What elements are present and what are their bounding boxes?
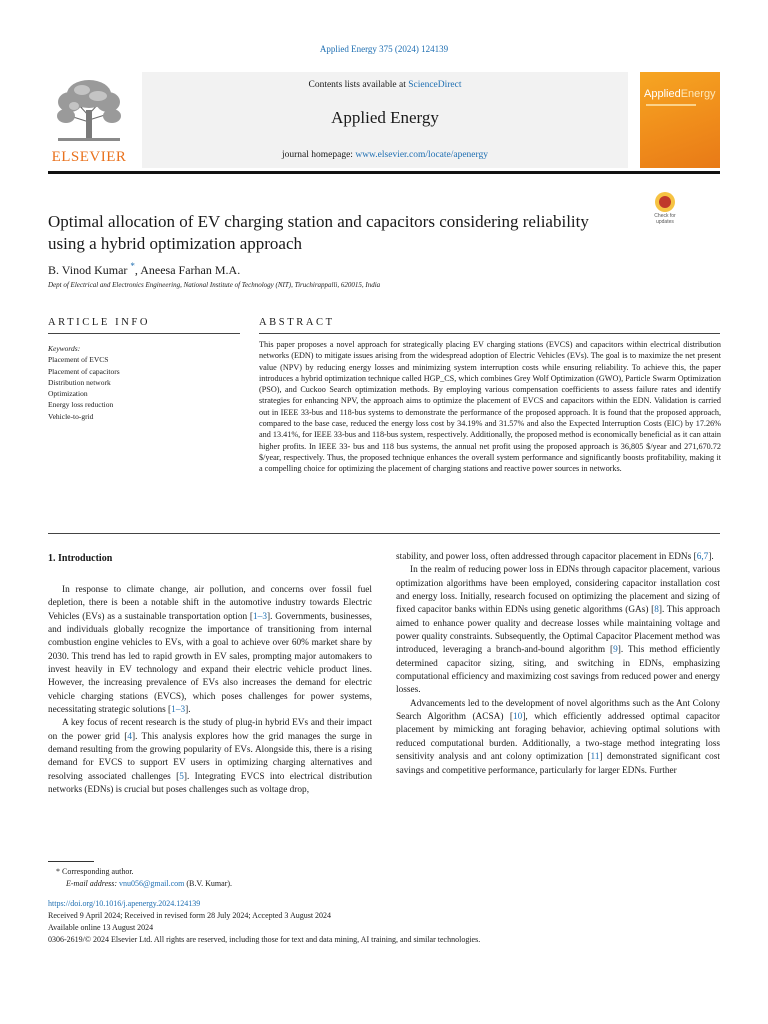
citation-link[interactable]: 10 — [513, 712, 523, 723]
corresponding-note — [56, 866, 232, 878]
homepage-prefix: journal homepage: — [281, 150, 356, 160]
cover-decoration — [646, 104, 696, 106]
email-owner: (B.V. Kumar). — [184, 879, 233, 888]
abstract-heading: ABSTRACT — [259, 317, 335, 328]
corresponding-author-label: Corresponding author. — [62, 867, 134, 876]
paragraph — [396, 564, 720, 697]
paragraph-text: ], which efficiently addressed optimal capacitor placement by mimicking ant foraging behavior, achieving optimal solutions with reduced computational burden. Additionally, a two-stage method integrating loss sensitivity analysis and ant colony optimization [ — [396, 712, 720, 763]
citation-link[interactable]: 9 — [613, 645, 618, 656]
paragraph-text: ]. Integrating EVCS into electrical distribution networks (EDNs) is crucial but poses challenges such as voltage drop, — [48, 771, 372, 796]
elsevier-tree-icon — [52, 76, 126, 142]
cover-title-part-1: Applied — [644, 88, 681, 100]
citation-link[interactable]: 6,7 — [696, 552, 709, 562]
check-for-updates-label: Check for updates — [654, 213, 676, 225]
corresponding-author-marker[interactable]: * — [130, 261, 135, 271]
keyword: Placement of EVCS — [48, 355, 109, 365]
journal-cover-thumbnail[interactable] — [640, 72, 720, 168]
paper-title: Optimal allocation of EV charging station and capacitors considering reliability using a hybrid optimization approach — [48, 212, 589, 253]
footnote — [56, 866, 232, 890]
check-for-updates-icon — [655, 192, 675, 212]
journal-title: Applied Energy — [331, 108, 439, 127]
paragraph — [396, 698, 720, 778]
header-divider — [48, 171, 720, 174]
abstract-text: This paper proposes a novel approach for strategically placing EV charging stations (EVCS) and capacitors within electrical distribution networks (EDN) to mitigate issues arising from the widespread adoption of Electric Vehicles (EVs). The goal is to maximize the net present value (NPV) by reducing energy losses and minimizing system interruption costs while ensuring reliability. To achieve this, the paper introduces a hybrid optimization technique called HGP_CS, which combines Grey Wolf Optimization (GWO), Particle Swarm Optimization (PSO), and Cuckoo Search optimization methods. By employing various compensation coefficients to assess failure rates and identify strategies for enhancing NPV, the approach aims to optimize the placement of EVCS and capacitors within the EDN. Validation is carried out in IEEE 33-bus and 118-bus systems to demonstrate the performance of the proposed approach. It is found that the proposed approach, compared to the base case, reduced the energy loss cost by 34.19% and 31.57% and also the Expected Interruption Costs (EIC) by 17.26% and 13.41%, for IEEE 33-bus and 118-bus system, respectively. Additionally, the proposed method is economically beneficial as it can attain higher profits. In IEEE 33- bus and 118 bus systems, the annual net profit using the proposed approach is 36,805 $/year and 271,670.72 $/year, respectively. Thus, the proposed technique enhances the overall system performance and significantly boosts profitability, making it a compelling choice for optimizing the placement of charging stations and reactive power sources in networks. — [259, 340, 721, 474]
keywords-label: Keywords: — [48, 344, 81, 353]
author-list — [48, 261, 240, 278]
homepage-line — [142, 150, 628, 160]
paragraph-text: ]. — [185, 705, 191, 716]
email-label: E-mail address: — [66, 879, 118, 888]
footnote-rule — [48, 861, 94, 862]
paragraph-text: ] demonstrated significant cost savings and competitive performance, particularly for larger EDNs. Further — [396, 752, 720, 776]
keyword: Optimization — [48, 389, 88, 399]
email-note — [56, 878, 232, 890]
paragraph-text: ]. This analysis explores how the grid manages the surge in demand resulting from the growing popularity of EVs. Alongside this, there is a rising demand for EVCS to support EV users in optimizing charging alternatives and resolving associated challenges [ — [48, 731, 372, 782]
author-name[interactable]: B. Vinod Kumar — [48, 263, 128, 277]
citation-link[interactable]: 5 — [179, 771, 184, 782]
contents-prefix: Contents lists available at — [308, 80, 409, 90]
keyword: Distribution network — [48, 377, 111, 387]
keywords-block — [48, 343, 120, 422]
keyword: Vehicle-to-grid — [48, 411, 94, 421]
citation-link[interactable]: 8 — [654, 605, 659, 616]
paragraph-text: ]. This method efficiently determined capacitor sizing, siting, and switching in EDNs, emphasizing computational efficiency and maximizing cost savings from reduced power and energy losses. — [396, 645, 720, 696]
cover-title-part-2: Energy — [680, 88, 716, 100]
body-column-left — [48, 584, 372, 798]
paragraph — [48, 717, 372, 797]
journal-homepage-link[interactable]: www.elsevier.com/locate/apenergy — [355, 150, 489, 160]
journal-info-box — [142, 72, 628, 168]
paragraph-text: Advancements led to the development of novel algorithms such as the Ant Colony Search Algorithm (ACSA) [ — [396, 698, 720, 723]
keyword: Energy loss reduction — [48, 400, 114, 410]
abstract-bottom-rule — [48, 533, 720, 534]
paragraph — [48, 584, 372, 717]
paragraph-text: stability, and power loss, often addressed through capacitor placement in EDNs [ — [396, 552, 697, 562]
paragraph-text: ]. — [708, 552, 714, 562]
article-info-heading: ARTICLE INFO — [48, 317, 151, 328]
abstract-rule — [259, 333, 720, 334]
sciencedirect-link[interactable]: ScienceDirect — [408, 80, 462, 90]
elsevier-logo[interactable] — [48, 76, 130, 166]
paragraph — [396, 551, 720, 564]
journal-reference-link[interactable]: Applied Energy 375 (2024) 124139 — [319, 44, 449, 54]
email-link[interactable]: vnu056@gmail.com — [119, 879, 185, 888]
check-for-updates-button[interactable] — [647, 192, 683, 228]
citation-link[interactable]: 11 — [590, 752, 600, 763]
affiliation: Dept of Electrical and Electronics Engineering, National Institute of Technology (NIT), Tiruchirappalli, 620015, India — [48, 281, 381, 289]
cover-title — [644, 88, 716, 100]
available-online: Available online 13 August 2024 — [48, 923, 154, 932]
keyword: Placement of capacitors — [48, 366, 120, 376]
article-info-rule — [48, 333, 240, 334]
author-name[interactable]: Aneesa Farhan M.A. — [140, 263, 241, 277]
paragraph-text: A key focus of recent research is the study of plug-in hybrid EVs and their impact on the power grid [ — [48, 718, 372, 742]
body-column-right — [396, 551, 720, 778]
citation-link[interactable]: 1–3 — [253, 611, 267, 622]
paragraph-text: ]. This approach aimed to enhance power quality and decrease losses while maintaining voltage and power quality constraints. Subsequently, the Optimal Capacitor Placement method was introduced, leveraging a branch-and-bound algorithm [ — [396, 605, 720, 656]
journal-header — [48, 70, 628, 168]
citation-link[interactable]: 4 — [127, 731, 132, 742]
elsevier-wordmark: ELSEVIER — [51, 149, 127, 165]
citation-link[interactable]: 1–3 — [171, 705, 186, 716]
publication-info — [48, 898, 480, 946]
doi-link[interactable]: https://doi.org/10.1016/j.apenergy.2024.124139 — [48, 899, 201, 908]
author-separator: , — [134, 263, 141, 277]
copyright: 0306-2619/© 2024 Elsevier Ltd. All rights are reserved, including those for text and data mining, AI training, and similar technologies. — [48, 935, 481, 944]
contents-line — [142, 80, 628, 90]
paragraph-text: In the realm of reducing power loss in EDNs through capacitor placement, various optimization algorithms have been employed, considering capacitor installation cost and energy loss. Initially, research focused on optimizing the placement and sizing of fixed capacitor banks within EDNs using genetic algorithms (GAs) [ — [396, 565, 720, 616]
received-dates: Received 9 April 2024; Received in revised form 28 July 2024; Accepted 3 August 2024 — [48, 911, 332, 920]
paragraph-text: ]. Governments, businesses, and individuals globally recognize the importance of transitioning from internal combustion engine vehicles to EVs, with a goal to achieve over 60% market share by 2030. This trend has led to rapid growth in EV sales, prompting major automakers to invest heavily in EV technology and expand their electric vehicle product lines. However, the increasing prevalence of EVs also increases the demand for electric vehicle charging stations (EVCS), which poses challenges for power systems, necessitating strategic solutions [ — [48, 611, 373, 716]
paragraph-text: In response to climate change, air pollution, and concerns over fossil fuel depletion, there is been a notable shift in the automotive industry towards Electric Vehicles (EVs) as a sustainable transportation option [ — [48, 585, 372, 622]
footnote-marker: * — [56, 867, 60, 876]
introduction-heading: 1. Introduction — [48, 553, 113, 564]
